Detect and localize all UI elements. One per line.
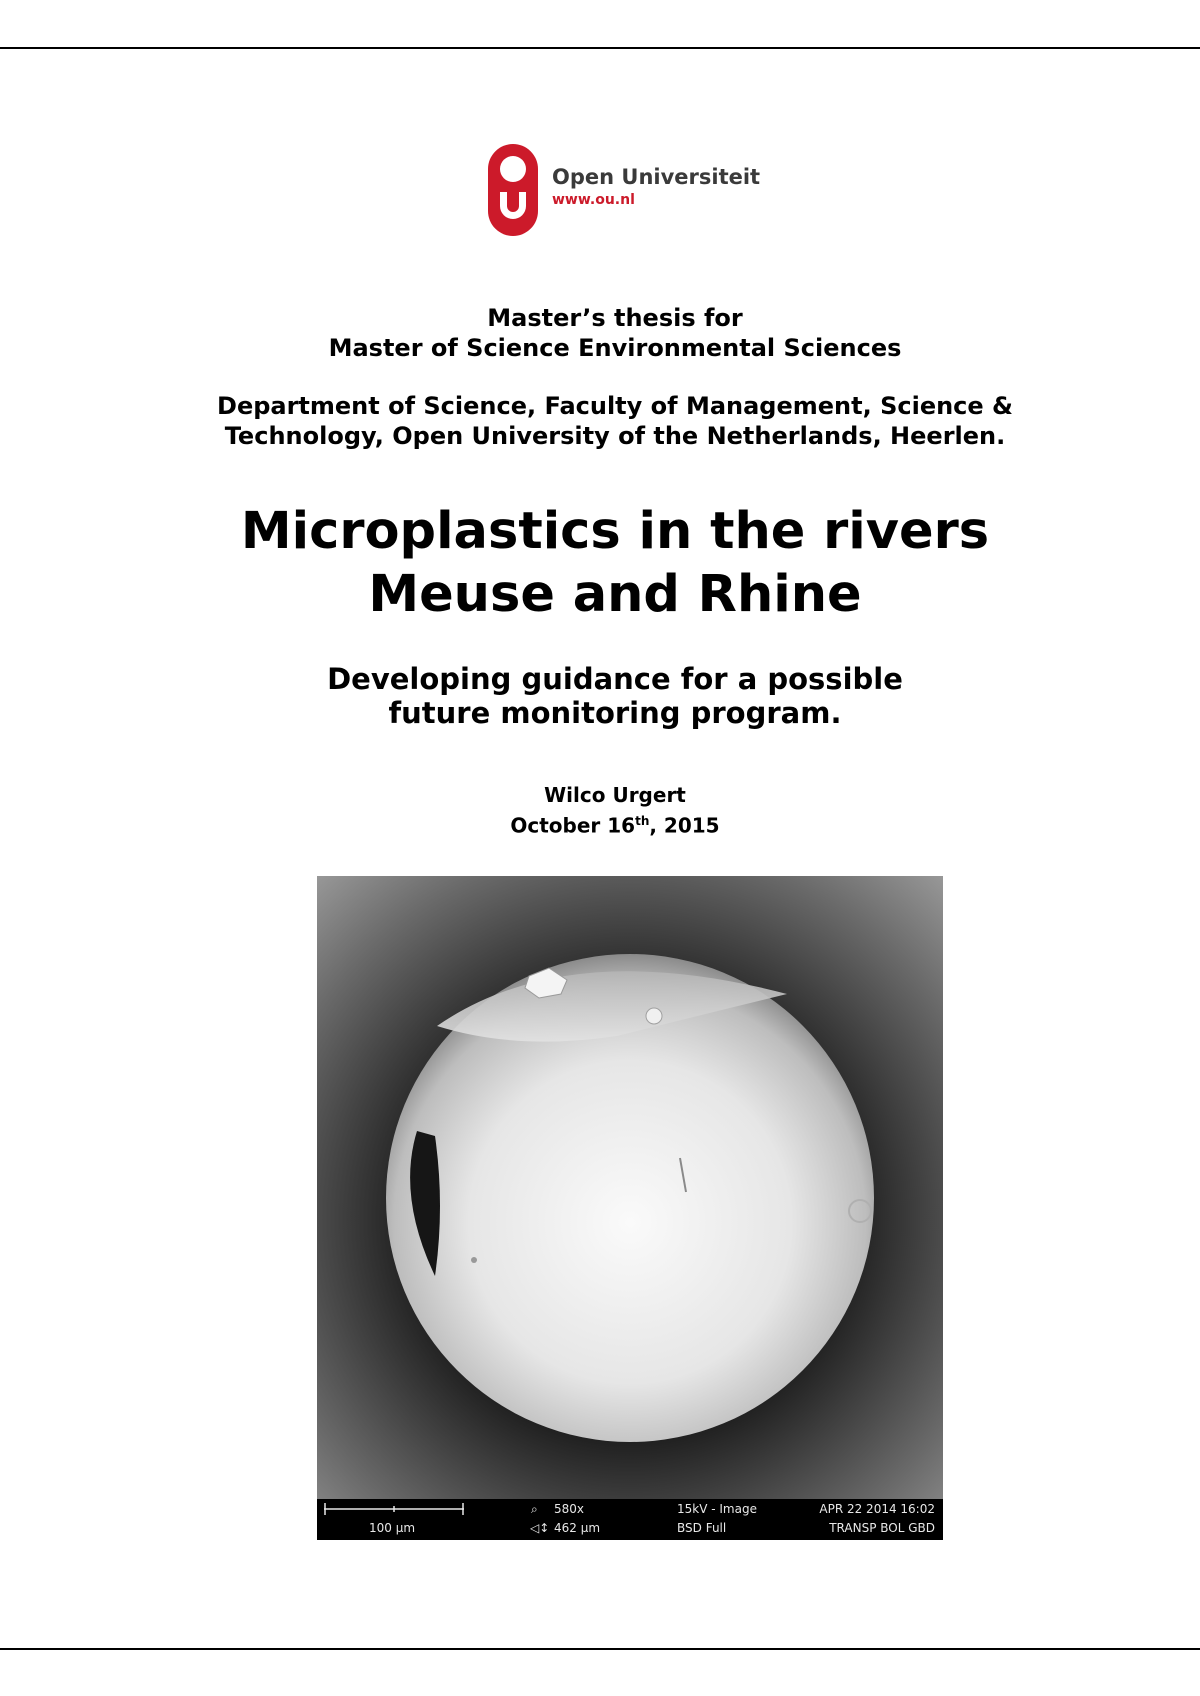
bottom-rule — [0, 1648, 1200, 1650]
open-universiteit-logo — [486, 142, 766, 238]
magnification: 580x — [554, 1502, 585, 1516]
sem-info-bar — [317, 1499, 943, 1540]
logo-url: www.ou.nl — [552, 192, 635, 208]
page-title — [0, 500, 1200, 626]
magnify-icon: ⌕ — [531, 1502, 538, 1516]
author-name: Wilco Urgert — [544, 783, 686, 807]
department-line-1: Department of Science, Faculty of Management, Science & — [217, 392, 1013, 420]
top-rule — [0, 47, 1200, 49]
sem-microsphere-image — [317, 876, 943, 1540]
subtitle-line-2: future monitoring program. — [388, 696, 842, 730]
scale-bar-icon — [324, 1502, 464, 1516]
microplastic-sphere-image — [317, 876, 943, 1499]
title-line-1: Microplastics in the rivers — [240, 502, 990, 561]
thesis-statement — [0, 303, 1200, 363]
datetime: APR 22 2014 16:02 — [819, 1502, 935, 1516]
voltage-mode: 15kV - Image — [677, 1502, 757, 1516]
ou-logo-icon — [486, 142, 542, 238]
subtitle-line-1: Developing guidance for a possible — [327, 662, 903, 696]
field-width: 462 µm — [554, 1521, 601, 1535]
author-block — [0, 782, 1200, 839]
field-width-icon: ◁↕ — [530, 1521, 550, 1535]
thesis-line-1: Master’s thesis for — [487, 304, 743, 332]
thesis-line-2: Master of Science Environmental Sciences — [328, 334, 902, 362]
publication-date: October 16th, 2015 — [510, 813, 720, 838]
department — [0, 391, 1200, 451]
scale-label: 100 µm — [369, 1521, 416, 1535]
detector: BSD Full — [677, 1521, 727, 1535]
logo-name: Open Universiteit — [552, 165, 761, 189]
title-line-2: Meuse and Rhine — [368, 565, 862, 624]
department-line-2: Technology, Open University of the Netherlands, Heerlen. — [224, 422, 1006, 450]
sample-name: TRANSP BOL GBD — [829, 1521, 935, 1535]
subtitle — [0, 662, 1200, 730]
